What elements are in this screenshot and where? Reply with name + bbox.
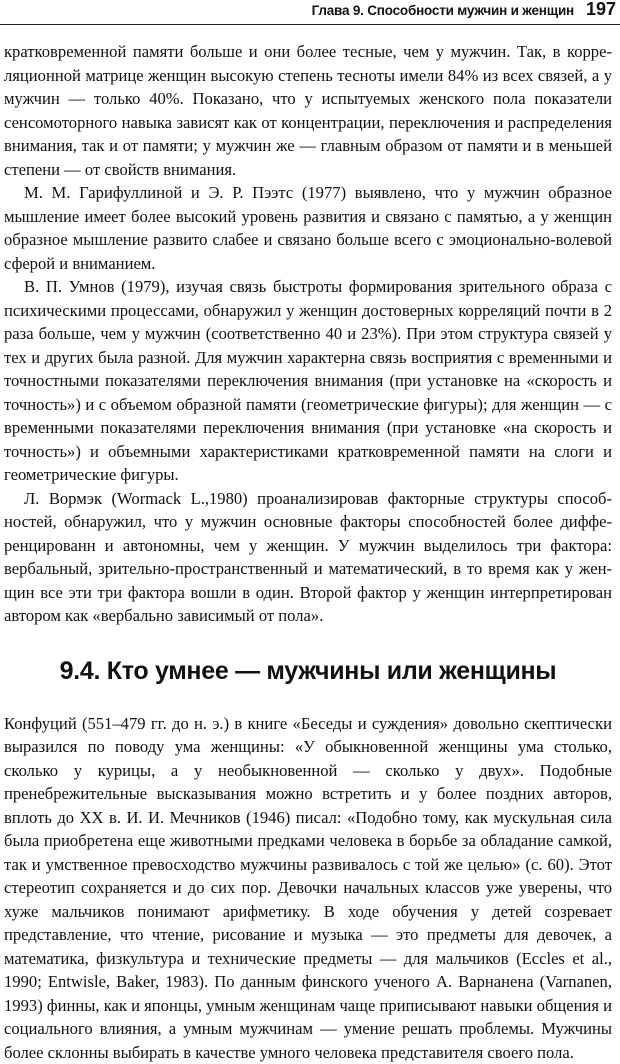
- paragraph: В. П. Умнов (1979), изучая связь быстроты формирования зрительного образа с психическими процессами, обнаружил у женщин достоверных корреляций почти в 2 раза больше, чем у мужчин (соответственно 40 и 23%). При этом структура связей у тех и других была разной. Для мужчин характерна связь восприятия с временными и точностными показателями переключения внимания (при установке на «скорость и точность») и с объемом образной памяти (геометрические фигуры); для женщин — с временными показателями переключения внимания (при установке «на скорость и точность») и объемными характеристиками кратковременной памяти на слоги и геометрические фигуры.: [4, 275, 612, 487]
- paragraph: Конфуций (551–479 гг. до н. э.) в книге «Беседы и суждения» довольно скептически выразился по поводу ума женщины: «У обыкновенной женщины ума столько, сколько у курицы, а у необыкновенной — сколько у двух». Подобные пренебрежительные высказывания можно встретить и у более поздних авторов, вплоть до XX в. И. И. Мечников (1946) писал: «Подобно тому, как мускульная сила была приобретена еще животными предками человека в борьбе за обладание самкой, так и умственное превосходство мужчины развивалось с той же целью» (с. 60). Этот стереотип сохраняется и до сих пор. Девочки начальных классов уже уверены, что хуже мальчиков понимают арифметику. В ходе обучения у детей созревает представление, что чтение, рисование и музыка — это предметы для девочек, а математика, физкультура и технические предметы — для мальчиков (Eccles et al., 1990; Entwisle, Baker, 1983). По данным финского ученого А. Варнанена (Varnanen, 1993) финны, как и японцы, умным женщинам чаще приписывают навыки общения и социального влияния, а умным мужчинам — умение решать проблемы. Мужчины более склонны выбирать в качестве умного человека представителя своего пола.: [4, 712, 612, 1064]
- running-title: Глава 9. Способности мужчин и женщин: [312, 3, 574, 18]
- paragraph: М. М. Гарифуллиной и Э. Р. Пээтс (1977) выявлено, что у мужчин образное мышление имеет более высокий уровень развития и связано с памятью, а у женщин образное мышление развито слабее и связано больше всего с эмоционально-волевой сферой и вниманием.: [4, 181, 612, 275]
- section-heading: 9.4. Кто умнее — мужчины или женщины: [4, 656, 612, 686]
- paragraph-continued: кратковременной памяти больше и они более тесные, чем у мужчин. Так, в корреляционной матрице женщин высокую степень тесноты имели 84% из всех связей, а у мужчин — только 40%. Показано, что у испытуемых женского пола показатели сенсомоторного навыка зависят как от концентрации, переключения и распределения внимания, так и от памяти; у мужчин же — главным образом от памяти и в меньшей степени — от свойств внимания.: [4, 40, 612, 181]
- running-header: [0, 0, 620, 25]
- page-number: 197: [586, 0, 616, 20]
- page-body: [4, 40, 612, 1064]
- paragraph: Л. Вормэк (Wormack L.,1980) проанализировав факторные структуры способностей, обнаружил, что у мужчин основные факторы способностей более дифференцированн и автономны, чем у женщин. У мужчин выделилось три фактора: вербальный, зрительно-пространственный и математический, в то время как у женщин все эти три фактора вошли в один. Второй фактор у женщин интерпретирован автором как «вербально зависимый от пола».: [4, 487, 612, 628]
